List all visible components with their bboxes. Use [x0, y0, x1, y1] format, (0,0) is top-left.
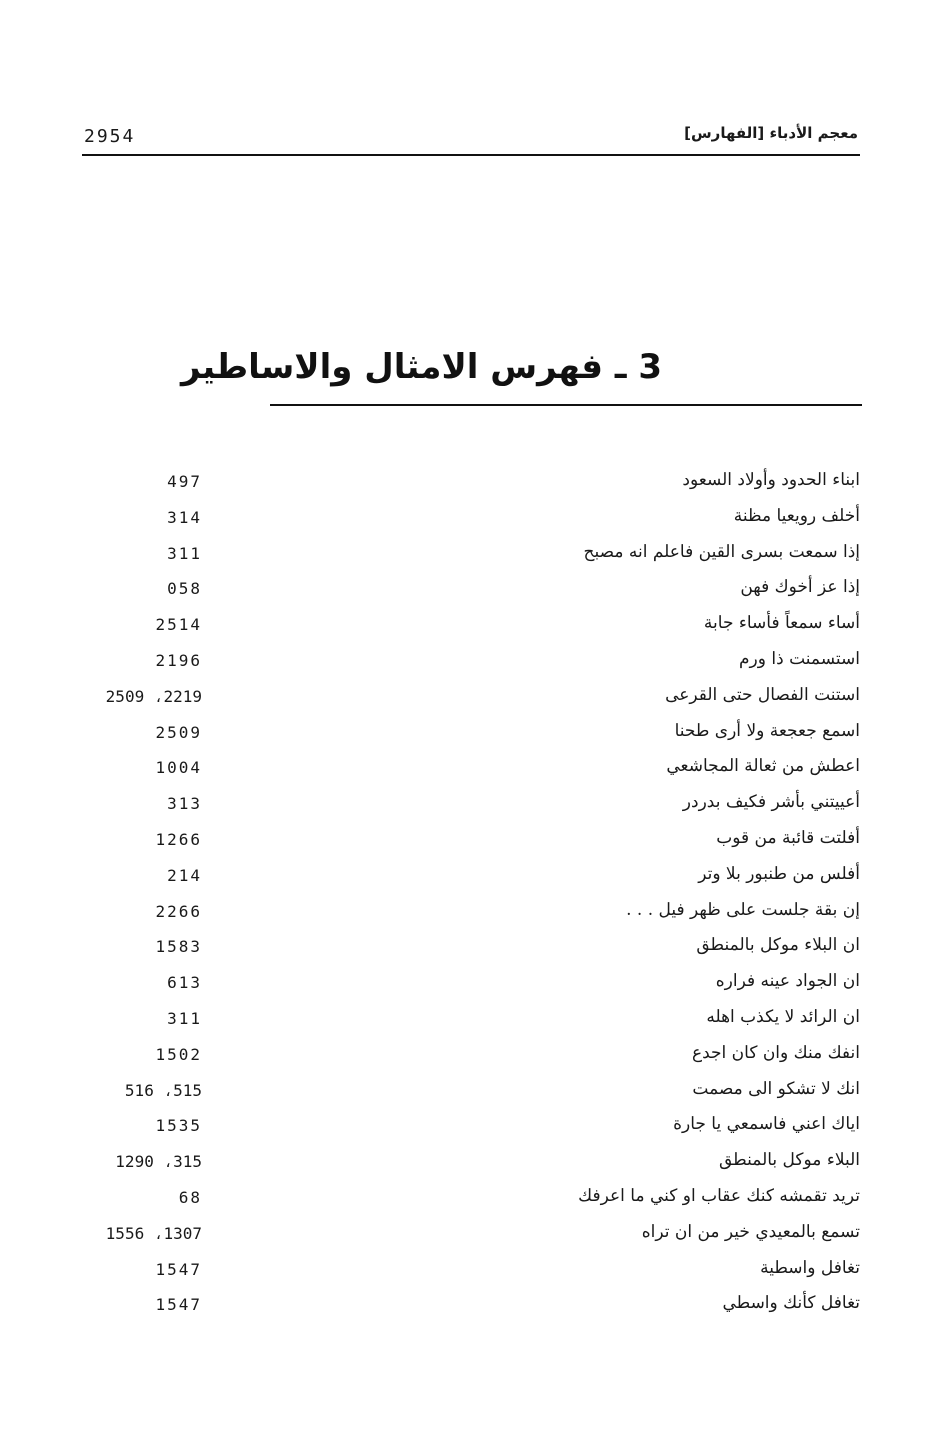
- entry-page-numbers: 311: [167, 1008, 202, 1028]
- entry-page-numbers: 2196: [155, 650, 202, 670]
- entry-page-numbers: 1266: [155, 829, 202, 849]
- entry-text: إذا عز أخوك فهن: [740, 577, 860, 598]
- entry-page-numbers: 313: [167, 794, 202, 814]
- entry-page-numbers: 1004: [155, 758, 202, 778]
- index-entry: [80, 896, 860, 932]
- entry-page-numbers: 613: [167, 973, 202, 993]
- entry-text: أفلس من طنبور بلا وتر: [698, 863, 860, 884]
- entry-text: استنت الفصال حتى القرعى: [665, 684, 860, 705]
- header-rule: [82, 154, 860, 156]
- title-rule: [270, 404, 862, 406]
- entry-text: أخلف رويعيا مظنة: [733, 505, 860, 526]
- index-entry: [80, 645, 860, 681]
- entry-text: أساء سمعاً فأساء جابة: [703, 613, 860, 634]
- entry-page-numbers: 311: [167, 543, 202, 563]
- entry-text: تغافل كأنك واسطي: [722, 1293, 860, 1314]
- index-list: [80, 466, 860, 1325]
- index-entry: [80, 824, 860, 860]
- index-entry: [80, 609, 860, 645]
- index-entry: [80, 1146, 860, 1182]
- entry-text: أفلتت قائبة من قوب: [716, 827, 860, 848]
- entry-page-numbers: 2219، 2509: [105, 686, 202, 706]
- index-entry: [80, 573, 860, 609]
- entry-text: البلاء موكل بالمنطق: [718, 1150, 860, 1171]
- entry-text: تريد تقمشه كنك عقاب او كني ما اعرفك: [578, 1185, 860, 1206]
- entry-page-numbers: 1547: [155, 1259, 202, 1279]
- index-entry: [80, 1218, 860, 1254]
- entry-text: انك لا تشكو الى مصمت: [692, 1078, 860, 1099]
- index-entry: [80, 1039, 860, 1075]
- entry-text: اياك اعني فاسمعي يا جارة: [673, 1114, 860, 1135]
- entry-text: انفك منك وان كان اجدع: [691, 1042, 860, 1063]
- entry-page-numbers: 1583: [155, 937, 202, 957]
- entry-text: تسمع بالمعيدي خير من ان تراه: [641, 1221, 860, 1242]
- entry-text: ان الرائد لا يكذب اهله: [706, 1006, 860, 1027]
- index-entry: [80, 1003, 860, 1039]
- entry-text: إذا سمعت بسرى القين فاعلم انه مصبح: [583, 541, 860, 562]
- entry-page-numbers: 1547: [155, 1295, 202, 1315]
- section-title: 3 ـ فهرس الامثال والاساطير: [181, 347, 662, 387]
- page-number: 2954: [84, 126, 136, 147]
- index-entry: [80, 1254, 860, 1290]
- entry-page-numbers: 314: [167, 507, 202, 527]
- entry-page-numbers: 214: [167, 865, 202, 885]
- index-entry: [80, 931, 860, 967]
- index-entry: [80, 1182, 860, 1218]
- entry-text: إن بقة جلست على ظهر فيل . . .: [626, 899, 860, 920]
- entry-text: اعطش من ثعالة المجاشعي: [666, 756, 860, 777]
- entry-text: ان البلاء موكل بالمنطق: [696, 935, 860, 956]
- index-entry: [80, 538, 860, 574]
- entry-page-numbers: 1502: [155, 1044, 202, 1064]
- index-entry: [80, 860, 860, 896]
- entry-page-numbers: 2514: [155, 615, 202, 635]
- entry-page-numbers: 058: [167, 579, 202, 599]
- index-entry: [80, 502, 860, 538]
- entry-page-numbers: 2266: [155, 901, 202, 921]
- entry-text: ان الجواد عينه فراره: [715, 971, 860, 992]
- index-entry: [80, 967, 860, 1003]
- running-title: معجم الأدباء [الفهارس]: [684, 124, 858, 142]
- entry-page-numbers: 1307، 1556: [105, 1223, 202, 1243]
- entry-page-numbers: 315، 1290: [115, 1152, 202, 1172]
- index-entry: [80, 752, 860, 788]
- index-entry: [80, 1110, 860, 1146]
- index-entry: [80, 717, 860, 753]
- index-entry: [80, 1289, 860, 1325]
- entry-text: ابناء الحدود وأولاد السعود: [682, 470, 860, 490]
- index-entry: [80, 1075, 860, 1111]
- entry-text: استسمنت ذا ورم: [739, 648, 860, 669]
- entry-text: أعييتني بأشر فكيف بدردر: [682, 792, 860, 813]
- entry-page-numbers: 2509: [155, 722, 202, 742]
- index-entry: [80, 788, 860, 824]
- index-entry: [80, 466, 860, 502]
- entry-page-numbers: 497: [167, 472, 202, 491]
- entry-page-numbers: 515، 516: [124, 1080, 202, 1100]
- entry-text: تغافل واسطية: [760, 1257, 860, 1278]
- entry-page-numbers: 1535: [155, 1116, 202, 1136]
- entry-page-numbers: 68: [178, 1187, 202, 1207]
- page-header: [82, 126, 858, 154]
- entry-text: اسمع جعجعة ولا أرى طحنا: [674, 720, 860, 741]
- index-entry: [80, 681, 860, 717]
